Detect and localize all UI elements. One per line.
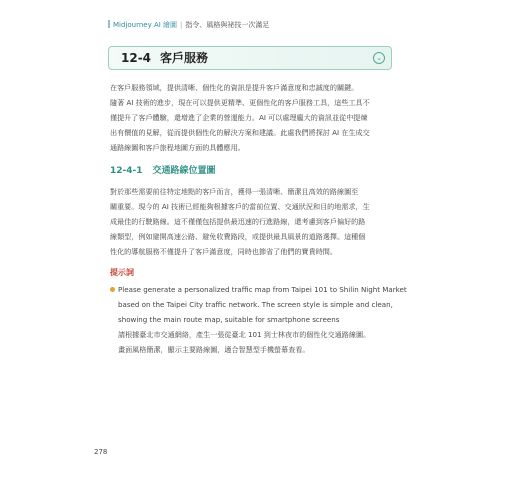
paragraph-line: 出有價值的見解，從而提供個性化的解決方案和建議。此處我們將探討 AI 在生成交 (110, 128, 370, 137)
prompt-line: Please generate a personalized traffic map from Taipei 101 to Shilin Night Market (118, 285, 407, 294)
subsection-number: 12-4-1 (110, 166, 143, 176)
page-number: 278 (94, 448, 108, 456)
prompt-text (118, 282, 407, 357)
section-heading-box (108, 46, 392, 70)
intro-paragraph (110, 80, 392, 155)
bullet-icon (110, 287, 115, 292)
running-head-chapter: 指令、風格與祕技一次滿足 (185, 21, 270, 29)
paragraph-line: 成最佳的行駛路線。這不僅僅包括提供最迅速的行進路線，還考慮到客戶偏好的路 (110, 217, 366, 226)
running-head-marker (108, 20, 110, 28)
section-title-text: 客戶服務 (160, 51, 209, 65)
paragraph-line: 對於那些需要前往特定地點的客戶而言，獲得一張清晰、簡潔且高效的路線圖至 (110, 187, 359, 196)
prompt-label: 提示詞 (110, 268, 134, 277)
paragraph-line: 線類型，例如避開高速公路、避免收費路段，或提供最具風景的道路選擇。這種個 (110, 232, 366, 241)
prompt-line: based on the Taipei City traffic network. The screen style is simple and clean, (118, 300, 393, 309)
subsection-paragraph (110, 184, 392, 259)
prompt-line: 畫面風格簡潔，顯示主要路線圖，適合智慧型手機螢幕查看。 (118, 345, 310, 354)
section-number: 12-4 (121, 51, 152, 65)
paragraph-line: 性化的導航服務不僅提升了客戶滿意度，同時也節省了他們的寶貴時間。 (110, 247, 337, 256)
paragraph-line: 關重要。現今的 AI 技術已經能夠根據客戶的當前位置、交通狀況和目的地需求，生 (110, 202, 370, 211)
section-title (121, 51, 208, 66)
paragraph-line: 通路線圖和客戶旅程地圖方面的具體應用。 (110, 143, 245, 152)
paragraph-line: 隨著 AI 技術的進步，現在可以提供更精準、更個性化的客戶服務工具，這些工具不 (110, 98, 370, 107)
chevron-down-icon: ⌄ (373, 52, 385, 64)
running-head-separator: | (180, 21, 183, 29)
running-head (108, 20, 269, 30)
running-head-book: Midjourney AI 繪圖 (113, 21, 178, 29)
prompt-line: 請根據臺北市交通網絡，產生一張從臺北 101 到士林夜市的個性化交通路線圖。 (118, 330, 371, 339)
subsection-heading (110, 165, 216, 177)
paragraph-line: 僅提升了客戶體驗，還增進了企業的營運能力。AI 可以處理龐大的資訊並從中提煉 (110, 113, 368, 122)
subsection-title: 交通路線位置圖 (152, 166, 216, 176)
prompt-line: showing the main route map, suitable for smartphone screens (118, 315, 340, 324)
paragraph-line: 在客戶服務領域，提供清晰、個性化的資訊是提升客戶滿意度和忠誠度的關鍵。 (110, 83, 359, 92)
